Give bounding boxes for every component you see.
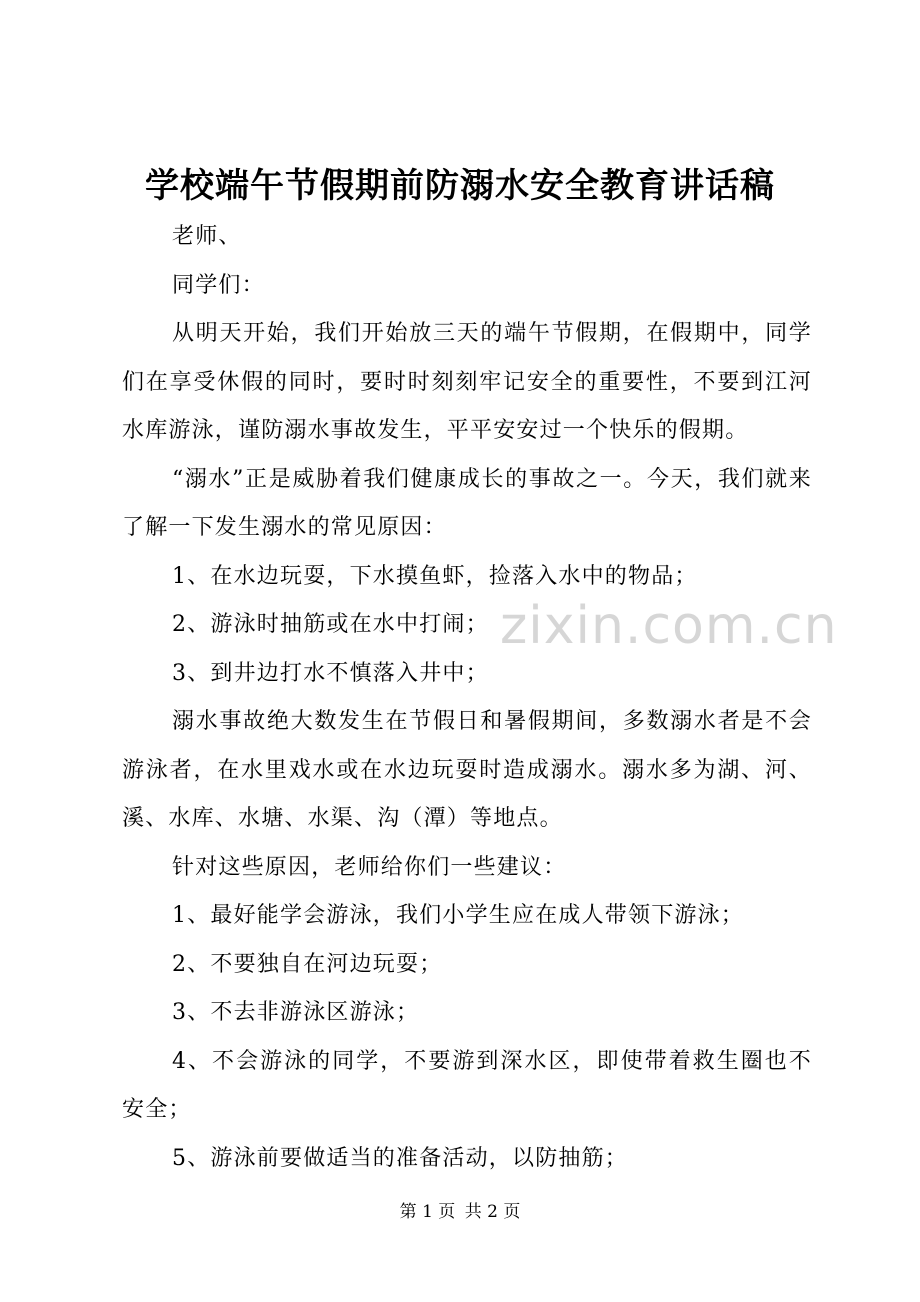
paragraph: 3、不去非游泳区游泳； (172, 1000, 420, 1025)
paragraph: “溺水”正是威胁着我们健康成长的事故之一。今天，我们就来了解一下发生溺水的常见原因： (122, 466, 812, 540)
document-title: 学校端午节假期前防溺水安全教育讲话稿 (145, 166, 775, 206)
paragraph: 1、最好能学会游泳，我们小学生应在成人带领下游泳； (172, 903, 744, 928)
paragraph: 2、游泳时抽筋或在水中打闹； (172, 612, 489, 637)
paragraph: 从明天开始，我们开始放三天的端午节假期，在假期中，同学们在享受休假的同时，要时时刻刻牢记安全的重要性，不要到江河水库游泳，谨防溺水事故发生，平平安安过一个快乐的假期。 (122, 321, 812, 443)
paragraph: 针对这些原因，老师给你们一些建议： (172, 854, 567, 880)
paragraph: 1、在水边玩耍，下水摸鱼虾，捡落入水中的物品； (172, 563, 698, 589)
paragraph: 同学们： (172, 272, 265, 298)
page-total: 共 2 页 (464, 1202, 521, 1222)
watermark: zixin.com.cn (500, 596, 838, 656)
page-footer (0, 1198, 920, 1226)
paragraph: 4、不会游泳的同学，不要游到深水区，即使带着救生圈也不安全； (122, 1048, 812, 1122)
paragraph: 2、不要独自在河边玩耍； (172, 951, 443, 977)
paragraph: 3、到井边打水不慎落入井中； (172, 660, 489, 686)
paragraph: 溺水事故绝大数发生在节假日和暑假期间，多数溺水者是不会游泳者，在水里戏水或在水边玩耍时造成溺水。溺水多为湖、河、溪、水库、水塘、水渠、沟（潭）等地点。 (122, 709, 812, 831)
document-body (122, 213, 812, 1183)
page-number: 第 1 页 (399, 1202, 456, 1222)
paragraph: 老师、 (172, 224, 242, 249)
paragraph: 5、游泳前要做适当的准备活动，以防抽筋； (172, 1145, 628, 1171)
